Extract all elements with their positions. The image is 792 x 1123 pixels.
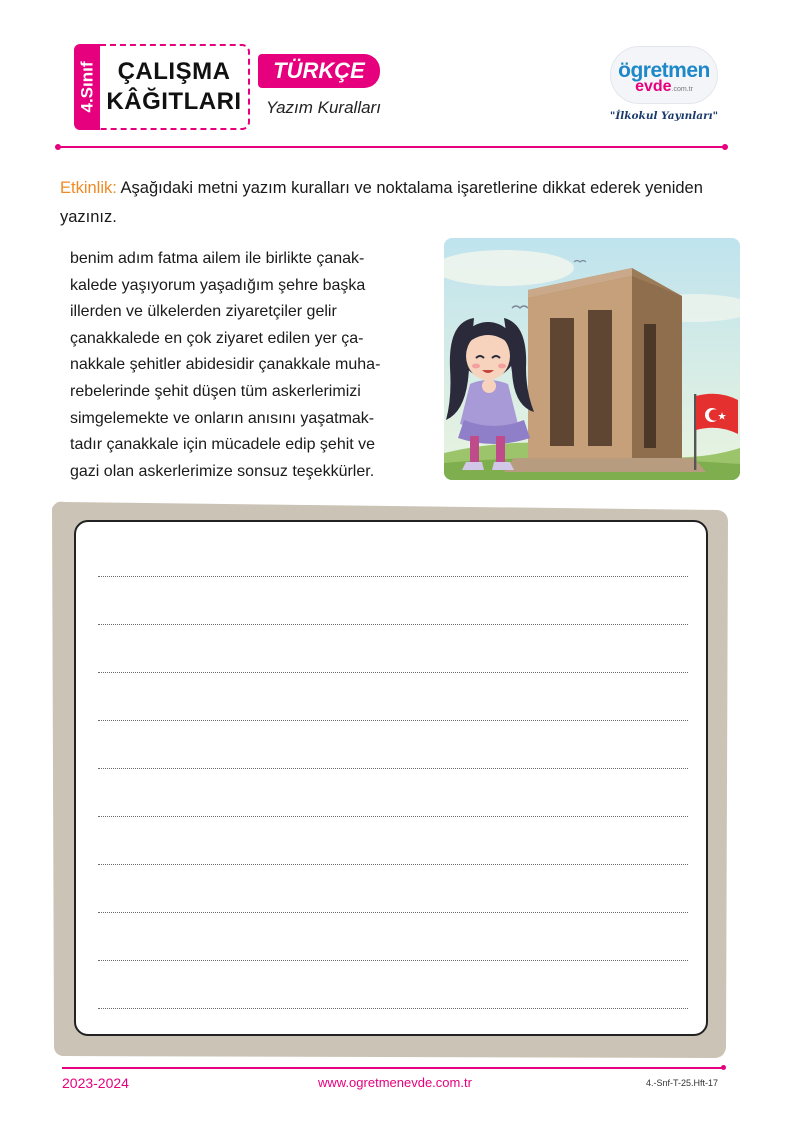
passage-line: benim adım fatma ailem ile birlikte çanak- <box>70 250 365 267</box>
footer-divider <box>62 1067 724 1069</box>
passage-line: nakkale şehitler abidesidir çanakkale muha- <box>70 356 381 374</box>
activity-text: Aşağıdaki metni yazım kuralları ve noktalama işaretlerine dikkat ederek yeniden yazınız. <box>60 179 703 226</box>
logo-word-2-text: evde <box>635 78 672 95</box>
writing-line <box>98 624 688 625</box>
writing-line <box>98 576 688 577</box>
footer-code: 4.-Snf-T-25.Hft-17 <box>646 1078 719 1088</box>
passage-line: çanakkalede en çok ziyaret edilen yer ça- <box>70 329 364 347</box>
logo-word-2 <box>604 79 724 95</box>
divider-dot-left <box>55 144 61 150</box>
logo-word-1: ögretmen <box>618 59 710 82</box>
writing-line <box>98 864 688 865</box>
footer-website-link[interactable]: www.ogretmenevde.com.tr <box>318 1075 472 1090</box>
footer-dot-right <box>721 1065 726 1070</box>
subject-badge <box>258 54 380 88</box>
divider-dot-right <box>722 144 728 150</box>
writing-line <box>98 672 688 673</box>
passage-line: tadır çanakkale için mücadele edip şehit ve <box>70 436 376 454</box>
passage-line: rebelerinde şehit düşen tüm askerlerimizi <box>70 382 361 400</box>
footer-year: 2023-2024 <box>62 1075 129 1091</box>
topic-label: Yazım Kuralları <box>266 98 381 117</box>
writing-line <box>98 912 688 913</box>
passage-line: simgelemekte ve onların anısını yaşatmak- <box>70 409 375 427</box>
canakkale-memorial-illustration <box>444 238 740 480</box>
logo-tagline: "İlkokul Yayınları" <box>609 110 719 122</box>
passage-line: gazi olan askerlerimize sonsuz teşekkürler. <box>70 462 375 480</box>
writing-line <box>98 1008 688 1009</box>
writing-line <box>98 960 688 961</box>
activity-instruction <box>60 174 740 232</box>
passage-line: illerden ve ülkelerden ziyaretçiler gelir <box>70 303 337 321</box>
writing-line <box>98 768 688 769</box>
subject-label: TÜRKÇE <box>273 58 365 83</box>
worksheet-title <box>100 44 250 130</box>
writing-area[interactable] <box>74 520 708 1036</box>
passage-line: kalede yaşıyorum yaşadığım şehre başka <box>70 276 366 294</box>
writing-line <box>98 720 688 721</box>
grade-label: 4.Sınıf <box>77 61 97 113</box>
publisher-logo <box>604 42 724 128</box>
grade-tab <box>74 44 100 130</box>
header-divider <box>58 146 726 148</box>
title-line-2: KÂĞITLARI <box>106 88 242 115</box>
reading-passage <box>70 246 445 485</box>
logo-domain: .com.tr <box>671 86 693 93</box>
activity-label: Etkinlik: <box>60 179 117 197</box>
writing-line <box>98 816 688 817</box>
title-line-1: ÇALIŞMA <box>117 58 231 85</box>
